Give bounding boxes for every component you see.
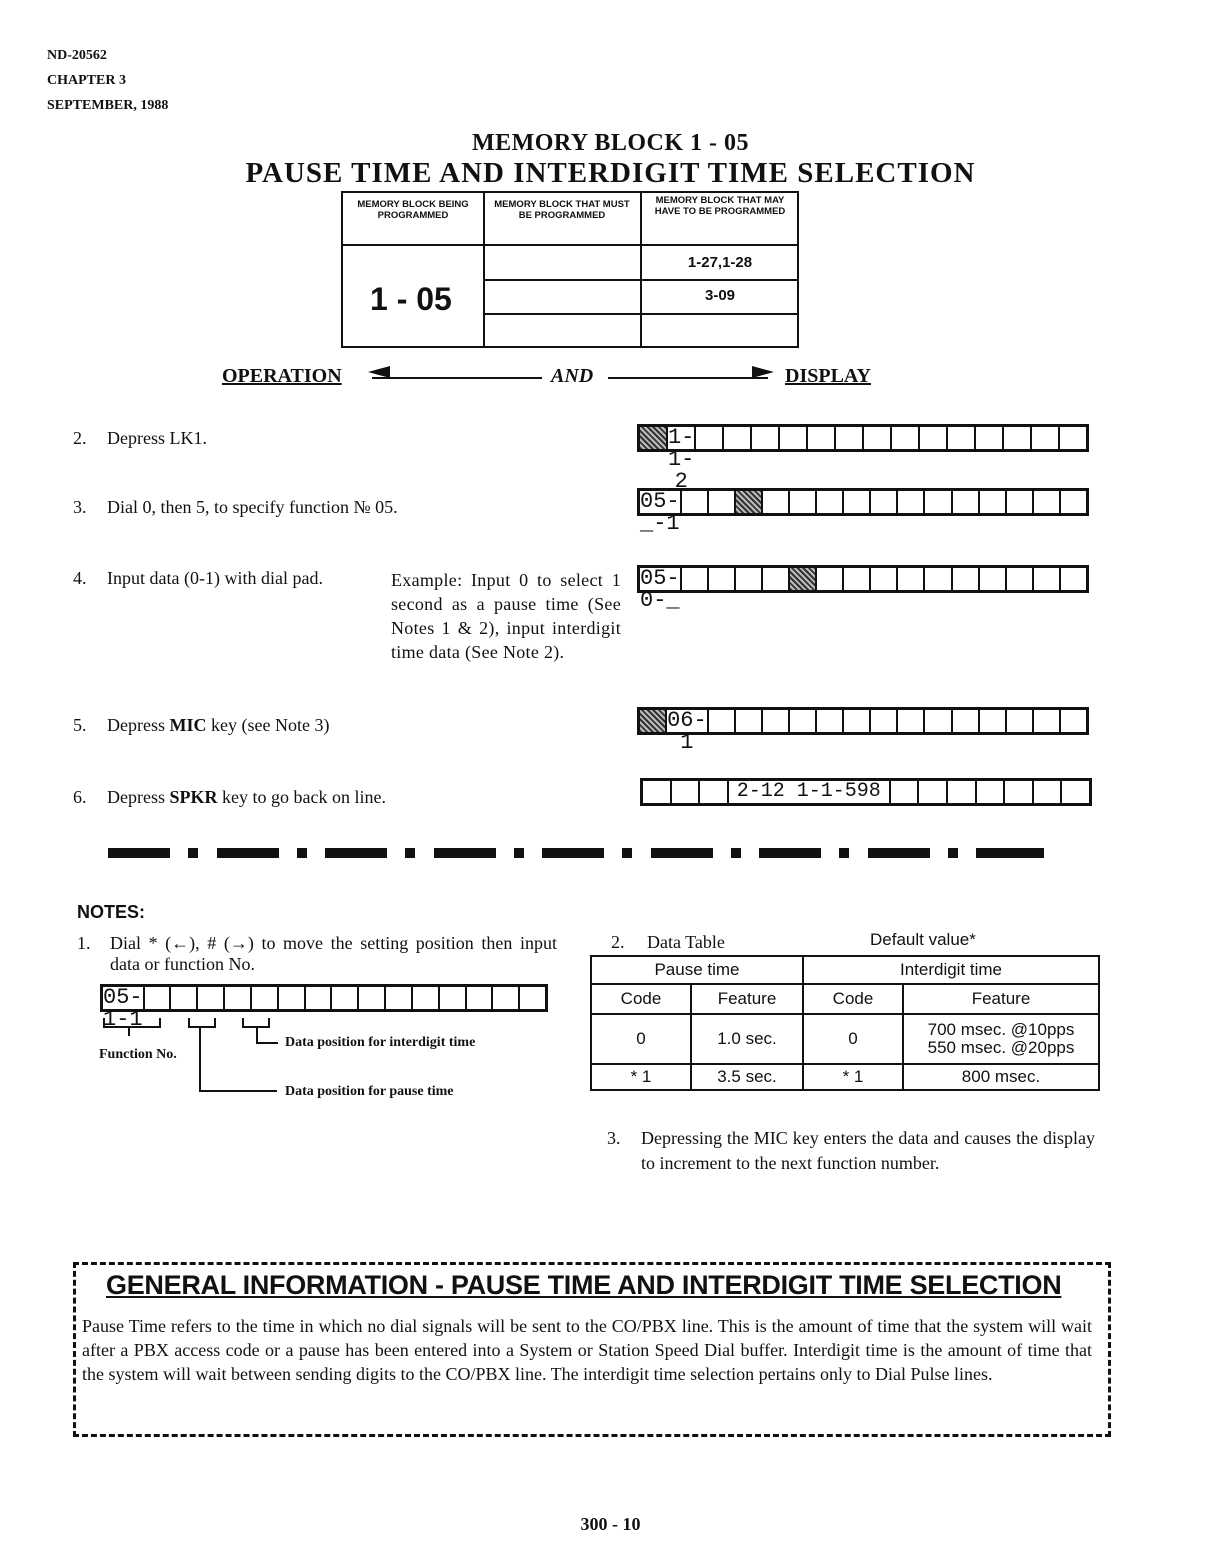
- table-row: * 1 3.5 sec. * 1 800 msec.: [591, 1064, 1099, 1090]
- interdigit-time-header: Interdigit time: [803, 956, 1099, 984]
- general-info-title: GENERAL INFORMATION - PAUSE TIME AND INTERDIGIT TIME SELECTION: [106, 1270, 1062, 1300]
- right-arrow-icon: [608, 377, 768, 379]
- page-number: 300 - 10: [580, 1514, 641, 1534]
- general-info-text: Pause Time refers to the time in which no dial signals will be sent to the CO/PBX line. This is the amount of time that the system will wait after a PBX access code or a pause has been entered into a System or Station Speed Dial buffer. Interdigit time is the amount of time that the system will wait between sending digits to the CO/PBX line. The interdigit time selection pertains only to Dial Pulse lines.: [82, 1316, 1092, 1384]
- label-interdigit-position: Data position for interdigit time: [285, 1035, 476, 1050]
- label-function-no: Function No.: [99, 1047, 177, 1062]
- col-header-must-be-programmed: MEMORY BLOCK THAT MUST BE PROGRAMMED: [494, 199, 630, 221]
- table-row: 0 1.0 sec. 0 700 msec. @10pps 550 msec. @20pps: [591, 1014, 1099, 1064]
- step-6: 6. Depress SPKR key to go back on line.: [73, 787, 386, 807]
- pause-time-header: Pause time: [591, 956, 803, 984]
- col-header-may-have: MEMORY BLOCK THAT MAY HAVE TO BE PROGRAMMED: [654, 195, 786, 217]
- operation-label: OPERATION: [222, 365, 342, 387]
- arrowhead-left-icon: [368, 366, 390, 378]
- default-value-label: Default value*: [870, 930, 976, 949]
- label-pause-position: Data position for pause time: [285, 1084, 454, 1099]
- notes-title: NOTES:: [77, 902, 146, 922]
- note-1: 1. Dial * (←), # (→) to move the setting position then input data or function No.: [77, 933, 557, 974]
- arrowhead-right-icon: [752, 366, 774, 378]
- col-header-being-programmed: MEMORY BLOCK BEING PROGRAMMED: [357, 199, 469, 221]
- lcd-display-step-3: 05-_-1: [637, 488, 1089, 516]
- lcd-display-note-1: 05-1-1: [100, 984, 548, 1012]
- lcd-display-step-4: 05-0-_: [637, 565, 1089, 593]
- data-table: Pause time Interdigit time Code Feature Code Feature 0 1.0 sec. 0 700 msec. @10pps 550 msec. @20pps * 1 3.5 sec. * 1 800 msec.: [590, 955, 1100, 1091]
- note-2: 2. Data Table: [611, 932, 725, 952]
- memory-block-number: 1 - 05: [370, 281, 452, 317]
- lcd-display-step-6: 2-12 1-1-598: [640, 778, 1092, 806]
- lcd-display-step-2: 1-1-2: [637, 424, 1089, 452]
- doc-number: ND-20562: [47, 48, 107, 63]
- step-4-example: Example: Input 0 to select 1 second as a pause time (See Notes 1 & 2), input interdigit time data (See Note 2).: [391, 570, 621, 662]
- note-3: 3. Depressing the MIC key enters the data and causes the display to increment to the next function number.: [607, 1128, 1095, 1173]
- page-title: PAUSE TIME AND INTERDIGIT TIME SELECTION: [245, 157, 976, 189]
- function-bracket: [103, 1018, 161, 1028]
- doc-date: SEPTEMBER, 1988: [47, 98, 169, 113]
- step-2: 2. Depress LK1.: [73, 428, 207, 448]
- chapter: CHAPTER 3: [47, 73, 126, 88]
- section-divider: [108, 848, 1044, 858]
- memory-block-title: MEMORY BLOCK 1 - 05: [471, 130, 750, 156]
- may-have-value-2: 3-09: [704, 287, 736, 304]
- left-arrow-icon: [372, 377, 542, 379]
- lcd-display-step-5: 06-1: [637, 707, 1089, 735]
- step-5: 5. Depress MIC key (see Note 3): [73, 715, 330, 735]
- pause-bracket: [188, 1018, 216, 1028]
- and-label: AND: [551, 365, 594, 387]
- display-label: DISPLAY: [785, 365, 871, 387]
- step-3: 3. Dial 0, then 5, to specify function № 05.: [73, 497, 398, 517]
- step-4: 4. Input data (0-1) with dial pad.: [73, 568, 323, 588]
- memory-block-table: [341, 191, 799, 348]
- may-have-value-1: 1-27,1-28: [687, 254, 753, 271]
